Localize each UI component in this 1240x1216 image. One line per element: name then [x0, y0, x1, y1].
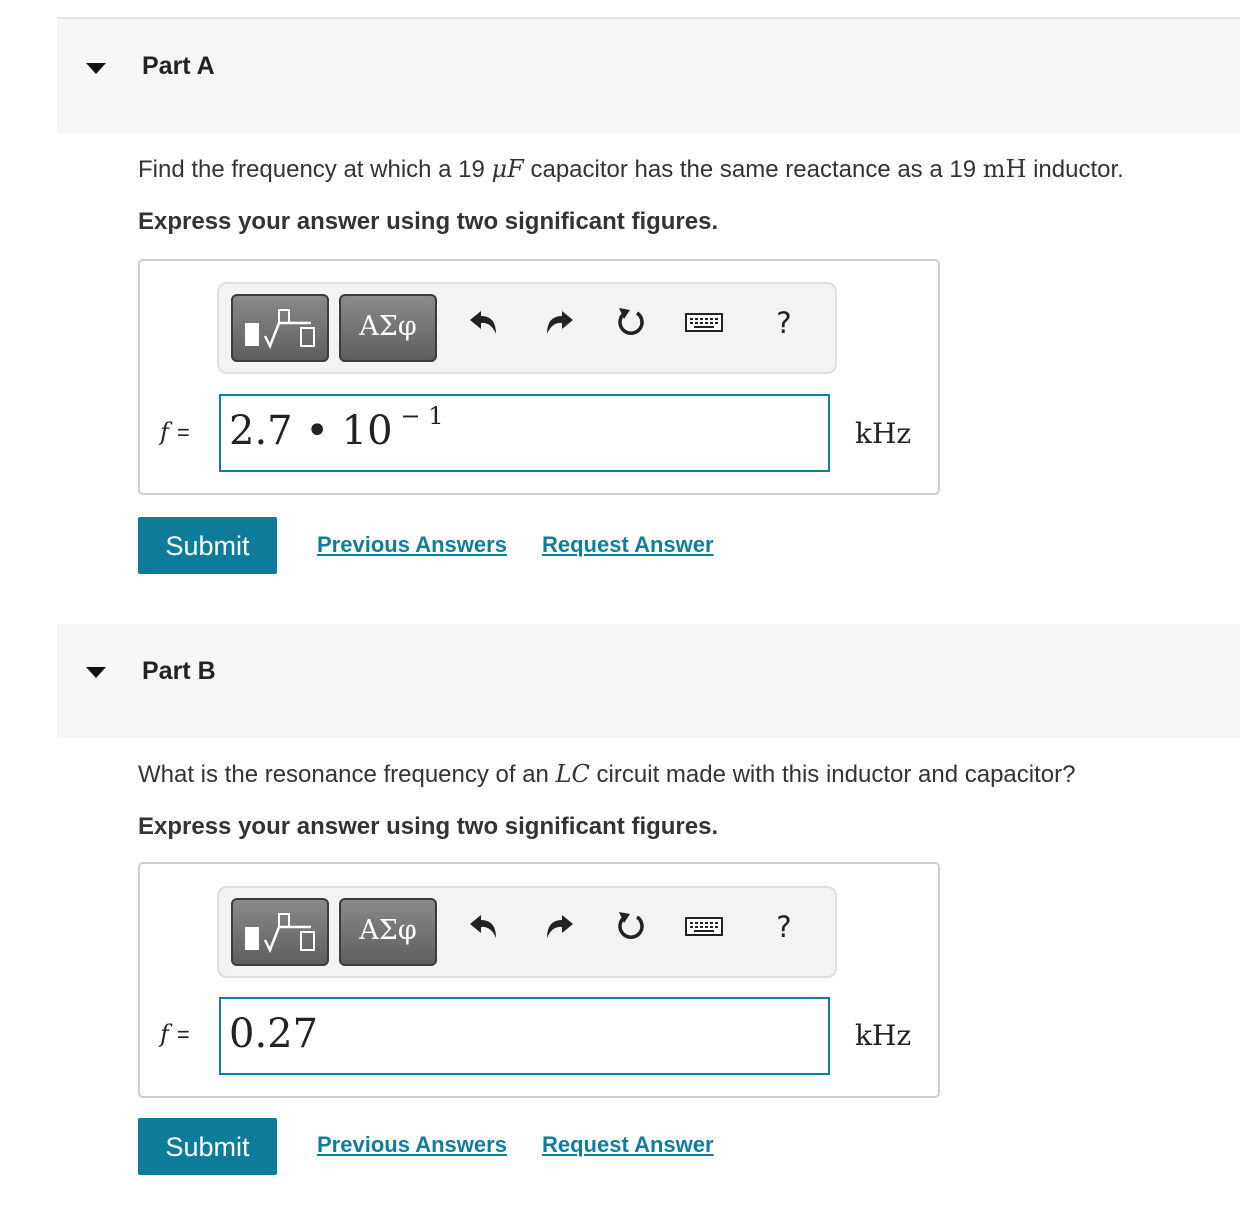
greek-symbols-button[interactable]: ΑΣφ [339, 294, 437, 362]
part-b-instruction: Express your answer using two significant figures. [138, 813, 719, 840]
part-b-request-answer-link[interactable]: Request Answer [542, 1132, 714, 1157]
reset-icon[interactable] [611, 908, 651, 956]
part-b-header[interactable] [57, 624, 1240, 738]
variable-symbol: f [160, 418, 169, 446]
part-a-math-toolbar [217, 282, 837, 374]
part-a-instruction: Express your answer using two significant figures. [138, 208, 719, 235]
equals-sign: = [176, 420, 190, 445]
answer-value: 0.27 [229, 1011, 319, 1057]
collapse-triangle-icon[interactable] [86, 63, 106, 74]
circuit-symbol: LC [555, 760, 590, 788]
question-text: circuit made with this inductor and capacitor? [589, 761, 1076, 788]
part-b-title: Part B [142, 657, 216, 685]
part-b-math-toolbar [217, 886, 837, 978]
help-button[interactable]: ? [776, 910, 792, 944]
keyboard-icon[interactable] [684, 304, 724, 352]
undo-icon[interactable] [464, 304, 504, 352]
redo-icon[interactable] [539, 908, 579, 956]
templates-button[interactable] [231, 294, 329, 362]
part-b-answer-input[interactable] [219, 997, 830, 1075]
question-text: inductor. [1026, 156, 1124, 183]
answer-exponent: − 1 [400, 402, 444, 430]
unit-millihenry: mH [982, 155, 1027, 183]
part-a-submit-button[interactable]: Submit [138, 517, 277, 574]
templates-icon [233, 296, 327, 360]
redo-icon[interactable] [539, 304, 579, 352]
part-b-question [138, 760, 1075, 789]
question-text: capacitor has the same reactance as a 19 [523, 156, 983, 183]
part-b-submit-button[interactable]: Submit [138, 1118, 277, 1175]
part-a-title: Part A [142, 52, 215, 80]
keyboard-icon[interactable] [684, 908, 724, 956]
part-a-answer-input[interactable] [219, 394, 830, 472]
part-a-previous-answers-link[interactable]: Previous Answers [317, 532, 507, 557]
unit-microfarad: μF [491, 155, 524, 183]
part-b-variable-label [160, 1020, 190, 1048]
templates-button[interactable] [231, 898, 329, 966]
part-b-unit: kHz [855, 1019, 912, 1052]
part-a-header[interactable] [57, 19, 1240, 133]
greek-symbols-button[interactable]: ΑΣφ [339, 898, 437, 966]
equals-sign: = [176, 1022, 190, 1047]
part-a-variable-label [160, 418, 190, 446]
question-text: What is the resonance frequency of an [138, 761, 556, 788]
reset-icon[interactable] [611, 304, 651, 352]
question-text: Find the frequency at which a 19 [138, 156, 492, 183]
part-a-question [138, 155, 1124, 184]
undo-icon[interactable] [464, 908, 504, 956]
part-a-unit: kHz [855, 417, 912, 450]
part-a-request-answer-link[interactable]: Request Answer [542, 532, 714, 557]
templates-icon [233, 900, 327, 964]
answer-value [229, 402, 444, 454]
answer-mantissa: 2.7 • 10 [229, 408, 393, 454]
part-b-previous-answers-link[interactable]: Previous Answers [317, 1132, 507, 1157]
variable-symbol: f [160, 1020, 169, 1048]
collapse-triangle-icon[interactable] [86, 667, 106, 678]
help-button[interactable]: ? [776, 306, 792, 340]
